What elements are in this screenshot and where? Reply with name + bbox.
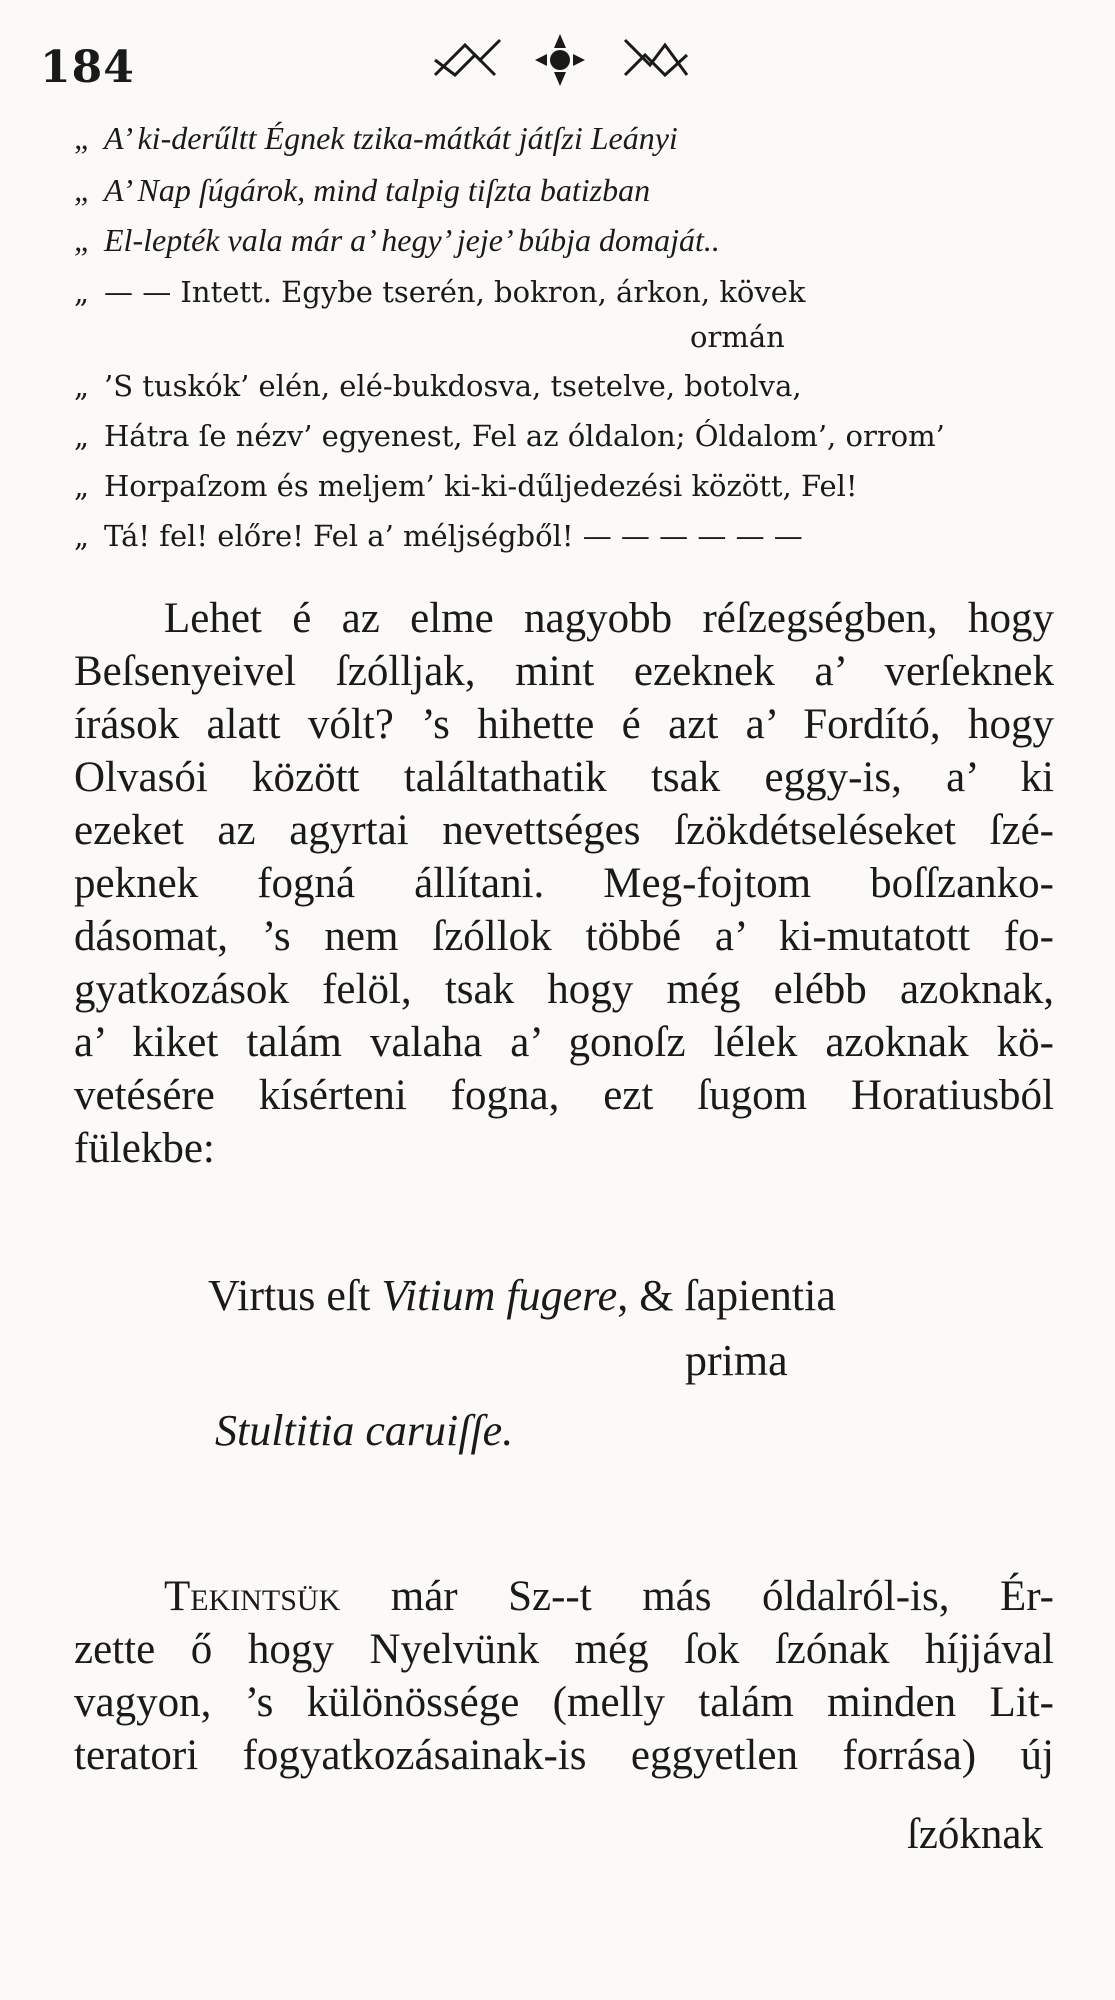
paragraph-1 xyxy=(74,592,1054,1175)
verse-line: „ A’ ki-derűltt Égnek tzika-mátkát játſzi Leányi xyxy=(74,120,678,156)
verse-line: „ A’ Nap ſúgárok, mind talpig tiſzta batizban xyxy=(74,172,651,208)
paragraph-line: írások alatt vólt? ’s hihette é azt a’ Fordító, hogy xyxy=(74,701,1054,748)
paragraph-line: Lehet é az elme nagyobb réſzegségben, hogy xyxy=(164,595,1054,642)
paragraph-line: fülekbe: xyxy=(74,1125,215,1172)
paragraph-line: vetésére kísérteni fogna, ezt ſugom Horatiusból xyxy=(74,1072,1054,1119)
paragraph-line: ezeket az agyrtai nevettséges ſzökdétseléseket ſzé- xyxy=(74,807,1054,854)
paragraph-line: dásomat, ’s nem ſzóllok többé a’ ki-mutatott fo- xyxy=(74,913,1054,960)
verse-line: „ ’S tuskók’ elén, elé-bukdosva, tsetelve, botolva, xyxy=(74,369,802,403)
page-number: 184 xyxy=(40,42,135,93)
paragraph-2 xyxy=(74,1570,1054,1782)
fleuron-ornament-icon xyxy=(425,30,695,90)
verse-line: „ Hátra ſe nézv’ egyenest, Fel az óldalon; Óldalom’, orrom’ xyxy=(74,419,945,453)
verse-line: „ Horpaſzom és meljem’ ki-ki-dűljedezési között, Fel! xyxy=(74,469,858,503)
paragraph-line: teratori fogyatkozásainak-is eggyetlen forrása) új xyxy=(74,1732,1054,1779)
paragraph-line: vagyon, ’s különössége (melly talám minden Lit- xyxy=(74,1679,1054,1726)
paragraph-line: Tekintsük már Sz--t más óldalról-is, Ér- xyxy=(164,1573,1054,1620)
latin-quote-continuation: prima xyxy=(685,1336,788,1385)
catchword: ſzóknak xyxy=(906,1811,1043,1858)
paragraph-line: peknek fogná állítani. Meg-fojtom boſſzanko- xyxy=(74,860,1054,907)
verse-line: „ El-lepték vala már a’ hegy’ jeje’ búbja domaját.. xyxy=(74,222,720,258)
verse-line: „ — — Intett. Egybe tserén, bokron, árkon, kövek xyxy=(74,275,806,309)
paragraph-line: Beſsenyeivel ſzólljak, mint ezeknek a’ verſeknek xyxy=(74,648,1054,695)
latin-quote-line-1: Virtus eſt Vitium fugere, & ſapientia xyxy=(208,1271,836,1320)
paragraph-line: a’ kiket talám valaha a’ gonoſz lélek azoknak kö- xyxy=(74,1019,1054,1066)
paragraph-line: Olvasói között találtathatik tsak eggy-is, a’ ki xyxy=(74,754,1054,801)
verse-line: „ Tá! fel! előre! Fel a’ méljségből! — — — — — — xyxy=(74,519,803,553)
latin-quote-line-2: Stultitia caruiſſe. xyxy=(215,1406,514,1455)
paragraph-line: gyatkozások felöl, tsak hogy még elébb azoknak, xyxy=(74,966,1054,1013)
verse-continuation: ormán xyxy=(690,320,785,354)
paragraph-line: zette ő hogy Nyelvünk még ſok ſzónak híjjával xyxy=(74,1626,1054,1673)
